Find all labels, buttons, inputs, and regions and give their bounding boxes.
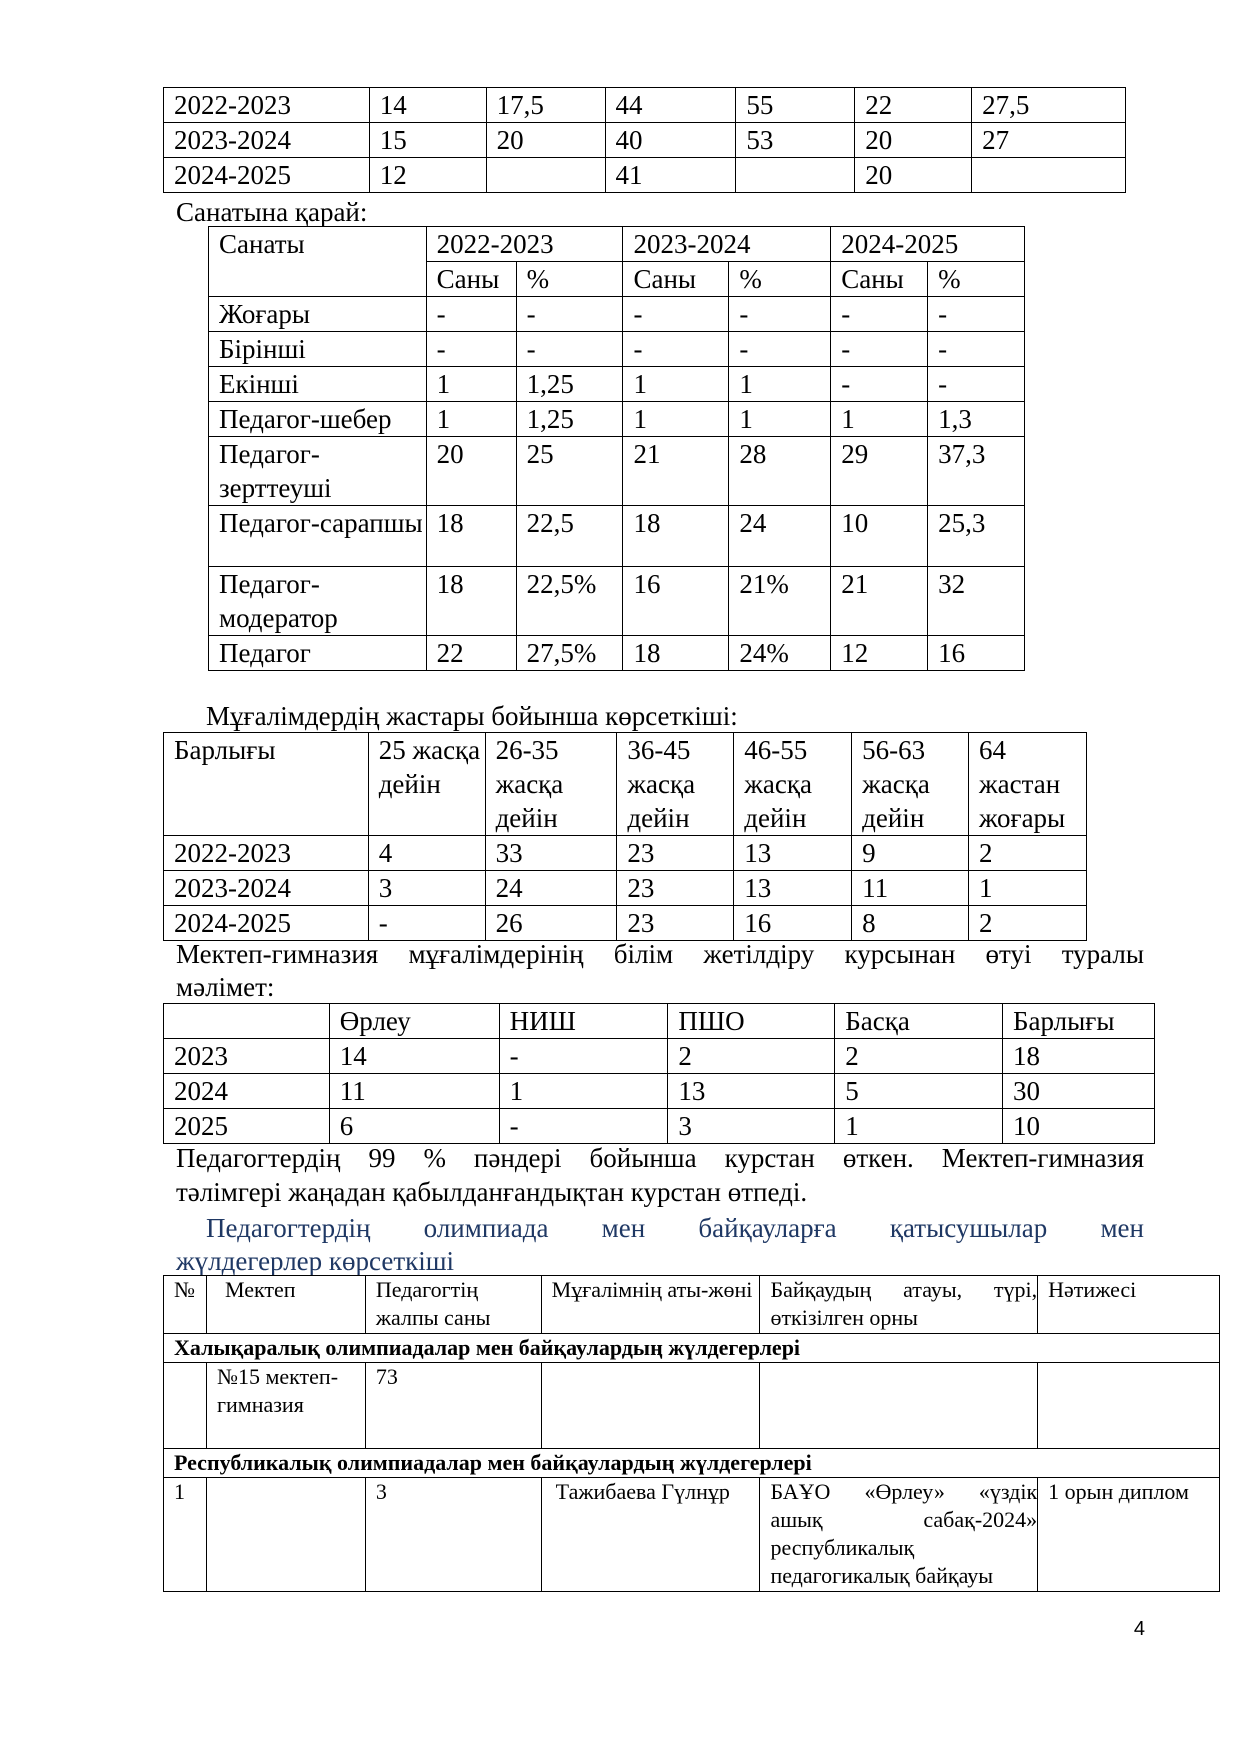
sub-header-percent: % (729, 262, 831, 297)
category-row (209, 402, 1025, 437)
header-cell: 64 жастан жоғары (969, 733, 1087, 836)
table-row (164, 88, 1126, 123)
year-header: 2022-2023 (426, 227, 623, 262)
total-cell: 73 (365, 1363, 541, 1449)
row-label-cell: 2024 (164, 1074, 330, 1109)
value-cell: 37,3 (928, 437, 1025, 506)
value-cell: 1 (729, 402, 831, 437)
value-cell: 28 (729, 437, 831, 506)
value-cell: 5 (835, 1074, 1003, 1109)
value-cell: 16 (623, 567, 729, 636)
value-cell: - (928, 297, 1025, 332)
header-cell: ПШО (668, 1004, 835, 1039)
value-cell: 53 (736, 123, 855, 158)
value-cell: 10 (831, 506, 928, 567)
value-cell: - (831, 297, 928, 332)
row-label-cell: 2024-2025 (164, 906, 369, 941)
value-cell: 55 (736, 88, 855, 123)
value-cell: - (831, 367, 928, 402)
total-cell: 3 (365, 1478, 541, 1592)
school-cell: №15 мектеп-гимназия (206, 1363, 365, 1449)
value-cell: 41 (605, 158, 736, 193)
value-cell: 16 (928, 636, 1025, 671)
value-cell: - (516, 297, 623, 332)
olymp-header-school: Мектеп (206, 1276, 365, 1334)
value-cell: 1 (426, 402, 516, 437)
header-cell: НИШ (499, 1004, 668, 1039)
value-cell: 1,25 (516, 367, 623, 402)
value-cell: - (623, 332, 729, 367)
value-cell: 18 (623, 636, 729, 671)
contest-cell: БАҰО «Өрлеу» «үздік ашық сабақ-2024» республикалық педагогикалық байқауы (760, 1478, 1038, 1592)
value-cell: - (928, 332, 1025, 367)
staff-table-continuation (163, 87, 1126, 193)
courses-heading-line2: мәлімет: (176, 972, 275, 1002)
header-cell: 56-63 жасқа дейін (852, 733, 969, 836)
row-label-cell: Педагог (209, 636, 427, 671)
value-cell: 1 (623, 367, 729, 402)
value-cell: 17,5 (486, 88, 605, 123)
value-cell: 2 (969, 836, 1087, 871)
courses-header-row (164, 1004, 1155, 1039)
value-cell: 12 (831, 636, 928, 671)
value-cell: 1,25 (516, 402, 623, 437)
category-heading: Санатына қарай: (176, 197, 368, 227)
olympiad-table (163, 1275, 1220, 1592)
cell (1038, 1363, 1220, 1449)
sub-header-count: Саны (426, 262, 516, 297)
table-row (164, 123, 1126, 158)
value-cell: 22,5% (516, 567, 623, 636)
category-row (209, 437, 1025, 506)
result-cell: 1 орын диплом (1038, 1478, 1220, 1592)
value-cell: - (499, 1039, 668, 1074)
row-label-cell: Бірінші (209, 332, 427, 367)
row-label-cell: Педагог-сарапшы (209, 506, 427, 567)
value-cell: 2 (835, 1039, 1003, 1074)
value-cell: 14 (369, 88, 486, 123)
value-cell: - (426, 332, 516, 367)
value-cell: 44 (605, 88, 736, 123)
value-cell: - (426, 297, 516, 332)
sub-header-percent: % (516, 262, 623, 297)
value-cell: 14 (329, 1039, 499, 1074)
value-cell: 15 (369, 123, 486, 158)
cell (164, 1363, 207, 1449)
school-cell (206, 1478, 365, 1592)
value-cell: 20 (855, 123, 972, 158)
value-cell: 18 (426, 506, 516, 567)
courses-row (164, 1039, 1155, 1074)
row-label-cell: 2023-2024 (164, 123, 370, 158)
row-label-cell: 2023 (164, 1039, 330, 1074)
row-label-cell: Педагог-модератор (209, 567, 427, 636)
value-cell: 21 (623, 437, 729, 506)
row-label-cell: 2022-2023 (164, 836, 369, 871)
age-row (164, 906, 1087, 941)
value-cell: 18 (426, 567, 516, 636)
category-row (209, 636, 1025, 671)
category-row (209, 332, 1025, 367)
value-cell: - (623, 297, 729, 332)
age-header-row (164, 733, 1087, 836)
value-cell: 23 (617, 871, 734, 906)
value-cell: 1,3 (928, 402, 1025, 437)
header-cell: 46-55 жасқа дейін (734, 733, 852, 836)
value-cell (972, 158, 1126, 193)
value-cell: - (928, 367, 1025, 402)
category-col-label: Санаты (209, 227, 427, 297)
year-header: 2024-2025 (831, 227, 1025, 262)
value-cell: 40 (605, 123, 736, 158)
value-cell: 1 (729, 367, 831, 402)
section-international: Халықаралық олимпиадалар мен байқаулардың жүлдегерлері (164, 1334, 1220, 1363)
value-cell (736, 158, 855, 193)
value-cell: 30 (1003, 1074, 1155, 1109)
header-cell: 25 жасқа дейін (368, 733, 485, 836)
value-cell: 1 (426, 367, 516, 402)
value-cell: 1 (835, 1109, 1003, 1144)
value-cell: 22,5 (516, 506, 623, 567)
category-table (208, 226, 1025, 671)
header-cell: Басқа (835, 1004, 1003, 1039)
category-row (209, 297, 1025, 332)
value-cell: 32 (928, 567, 1025, 636)
row-label-cell: 2025 (164, 1109, 330, 1144)
value-cell: 24 (485, 871, 617, 906)
value-cell: 11 (329, 1074, 499, 1109)
header-cell: 26-35 жасқа дейін (485, 733, 617, 836)
header-cell: Барлығы (1003, 1004, 1155, 1039)
value-cell: 21% (729, 567, 831, 636)
value-cell: 20 (855, 158, 972, 193)
cell (760, 1363, 1038, 1449)
header-cell (164, 1004, 330, 1039)
row-label-cell: 2024-2025 (164, 158, 370, 193)
value-cell: - (368, 906, 485, 941)
value-cell: 12 (369, 158, 486, 193)
value-cell: 13 (734, 836, 852, 871)
value-cell: 33 (485, 836, 617, 871)
value-cell: 20 (426, 437, 516, 506)
value-cell: 1 (499, 1074, 668, 1109)
value-cell: - (516, 332, 623, 367)
value-cell: 13 (734, 871, 852, 906)
note-line2: тәлімгері жаңадан қабылданғандықтан курстан өтпеді. (176, 1177, 808, 1207)
value-cell: 18 (1003, 1039, 1155, 1074)
value-cell: 6 (329, 1109, 499, 1144)
value-cell: 24 (729, 506, 831, 567)
value-cell: - (831, 332, 928, 367)
value-cell: - (499, 1109, 668, 1144)
row-label-cell: Педагог-шебер (209, 402, 427, 437)
value-cell: 27,5% (516, 636, 623, 671)
row-label-cell: Екінші (209, 367, 427, 402)
page-number: 4 (1133, 1618, 1145, 1640)
cell (541, 1363, 760, 1449)
olymp-header-result: Нәтижесі (1038, 1276, 1220, 1334)
teacher-cell: Тажибаева Гүлнұр (541, 1478, 760, 1592)
value-cell: 1 (831, 402, 928, 437)
value-cell (486, 158, 605, 193)
value-cell: 16 (734, 906, 852, 941)
sub-header-percent: % (928, 262, 1025, 297)
value-cell: 20 (486, 123, 605, 158)
value-cell: 25 (516, 437, 623, 506)
age-heading: Мұғалімдердің жастары бойынша көрсеткіші: (206, 701, 738, 731)
value-cell: 22 (855, 88, 972, 123)
value-cell: 21 (831, 567, 928, 636)
note-line1: Педагогтердің 99 % пәндері бойынша курстан өткен. Мектеп-гимназия (176, 1143, 1144, 1173)
courses-table (163, 1003, 1155, 1144)
header-cell: Барлығы (164, 733, 369, 836)
olymp-header-teacher: Мұғалімнің аты-жөні (541, 1276, 760, 1334)
value-cell: - (729, 332, 831, 367)
age-table (163, 732, 1087, 941)
value-cell: 11 (852, 871, 969, 906)
row-label-cell: 2023-2024 (164, 871, 369, 906)
value-cell: 10 (1003, 1109, 1155, 1144)
value-cell: 22 (426, 636, 516, 671)
value-cell: 26 (485, 906, 617, 941)
olymp-header-no: № (164, 1276, 207, 1334)
category-row (209, 567, 1025, 636)
courses-row (164, 1109, 1155, 1144)
value-cell: 18 (623, 506, 729, 567)
value-cell: - (729, 297, 831, 332)
table-row (164, 158, 1126, 193)
year-header: 2023-2024 (623, 227, 831, 262)
age-row (164, 836, 1087, 871)
sub-header-count: Саны (831, 262, 928, 297)
value-cell: 29 (831, 437, 928, 506)
value-cell: 8 (852, 906, 969, 941)
section-republican: Республикалық олимпиадалар мен байқаулардың жүлдегерлері (164, 1449, 1220, 1478)
value-cell: 23 (617, 836, 734, 871)
value-cell: 27,5 (972, 88, 1126, 123)
header-cell: Өрлеу (329, 1004, 499, 1039)
value-cell: 27 (972, 123, 1126, 158)
value-cell: 9 (852, 836, 969, 871)
value-cell: 3 (668, 1109, 835, 1144)
value-cell: 23 (617, 906, 734, 941)
value-cell: 1 (623, 402, 729, 437)
value-cell: 13 (668, 1074, 835, 1109)
olymp-header-contest: Байқаудың атауы, түрі, өткізілген орны (760, 1276, 1038, 1334)
value-cell: 1 (969, 871, 1087, 906)
olymp-header-total: Педагогтің жалпы саны (365, 1276, 541, 1334)
value-cell: 4 (368, 836, 485, 871)
value-cell: 2 (668, 1039, 835, 1074)
row-label-cell: Жоғары (209, 297, 427, 332)
header-cell: 36-45 жасқа дейін (617, 733, 734, 836)
category-row (209, 506, 1025, 567)
courses-row (164, 1074, 1155, 1109)
courses-heading-line1: Мектеп-гимназия мұғалімдерінің білім жетілдіру курсынан өтуі туралы (176, 939, 1144, 969)
sub-header-count: Саны (623, 262, 729, 297)
value-cell: 2 (969, 906, 1087, 941)
value-cell: 25,3 (928, 506, 1025, 567)
value-cell: 3 (368, 871, 485, 906)
row-label-cell: 2022-2023 (164, 88, 370, 123)
category-row (209, 367, 1025, 402)
olymp-heading-line2: жүлдегерлер көрсеткіші (176, 1246, 455, 1276)
value-cell: 24% (729, 636, 831, 671)
row-label-cell: Педагог-зерттеуші (209, 437, 427, 506)
olymp-heading-line1: Педагогтердің олимпиада мен байқауларға қатысушылар мен (206, 1213, 1144, 1243)
age-row (164, 871, 1087, 906)
number-cell: 1 (164, 1478, 207, 1592)
